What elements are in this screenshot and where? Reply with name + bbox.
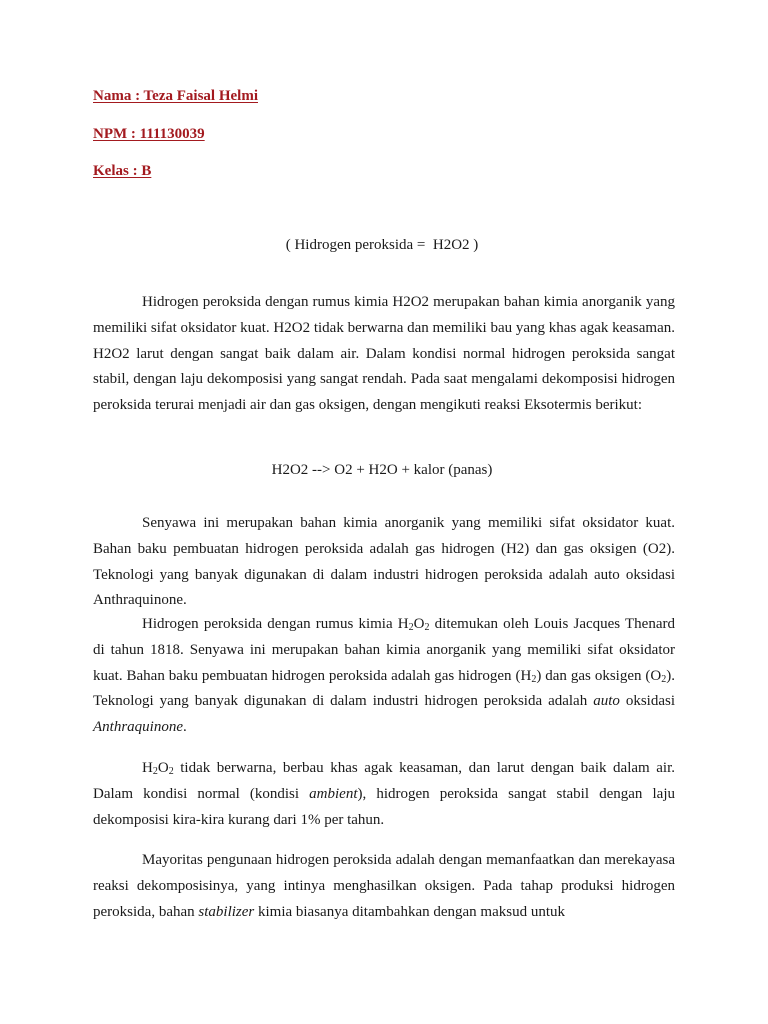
p4-italic-ambient: ambient — [309, 785, 358, 802]
paragraph-3 — [93, 612, 675, 741]
p3-italic-auto: auto — [593, 693, 620, 710]
p4-text-b: O — [157, 760, 169, 776]
p4-subscript: 2 — [152, 766, 158, 777]
p3-subscript: 2 — [424, 622, 430, 633]
p4-text-a: H — [142, 760, 153, 776]
student-class: Kelas : B — [93, 163, 152, 179]
paragraph-2: Senyawa ini merupakan bahan kimia anorganik yang memiliki sifat oksidator kuat. Bahan baku pembuatan hidrogen peroksida adalah gas hidrogen (H2) dan gas oksigen (O2). Teknologi yang banyak digunakan di dalam industri hidrogen peroksida adalah auto oksidasi Anthraquinone. — [93, 515, 675, 609]
paragraph-5 — [93, 848, 675, 925]
p5-italic-stabilizer: stabilizer — [198, 903, 255, 920]
p3-text-f: oksidasi — [619, 693, 675, 710]
p3-subscript: 2 — [408, 622, 414, 633]
p3-text-c: ditemukan oleh Louis Jacques Thenard di tahun 1818. Senyawa ini merupakan bahan kimia anorganik yang memiliki sifat oksidator kuat. Bahan baku pembuatan hidrogen peroksida adalah gas hidrogen (H — [93, 616, 675, 684]
p3-text-b: O — [413, 616, 425, 632]
p5-text-a: Mayoritas pengunaan hidrogen peroksida adalah dengan memanfaatkan dan merekayasa reaksi dekomposisinya, yang intinya menghasilkan oksigen. Pada tahap produksi hidrogen peroksida, bahan — [93, 852, 675, 920]
paragraph-4 — [93, 756, 675, 833]
student-name: Nama : Teza Faisal Helmi — [93, 88, 258, 104]
p4-text-d: ), hidrogen peroksida sangat stabil dengan laju dekomposisi kira-kira kurang dari 1% per tahun. — [93, 785, 675, 828]
p5-text-b: kimia biasanya ditambahkan dengan maksud untuk — [254, 903, 565, 920]
p4-text-c: tidak berwarna, berbau khas agak keasaman, dan larut dengan baik dalam air. Dalam kondisi normal (kondisi — [93, 760, 675, 802]
p4-subscript: 2 — [168, 766, 174, 777]
paragraph-1: Hidrogen peroksida dengan rumus kimia H2O2 merupakan bahan kimia anorganik yang memiliki sifat oksidator kuat. H2O2 tidak berwarna dan memiliki bau yang khas agak keasaman. H2O2 larut dengan sangat baik dalam air. Dalam kondisi normal hidrogen peroksida sangat stabil, dengan laju dekomposisi yang sangat rendah. Pada saat mengalami dekomposisi hidrogen peroksida terurai menjadi air dan gas oksigen, dengan mengikuti reaksi Eksotermis berikut: — [93, 294, 675, 414]
student-npm: NPM : 111130039 — [93, 126, 205, 142]
p3-subscript: 2 — [661, 673, 667, 685]
p3-italic-anthraquinone: Anthraquinone — [93, 719, 183, 736]
p3-text-d: ) dan gas oksigen (O — [536, 667, 662, 684]
p3-text-e: ). Teknologi yang banyak digunakan di dalam industri hidrogen peroksida adalah — [93, 667, 676, 710]
document-title: ( Hidrogen peroksida = H2O2 ) — [285, 237, 479, 253]
p3-text-a: Hidrogen peroksida dengan rumus kimia H — [142, 616, 409, 632]
reaction-equation: H2O2 --> O2 + H2O + kalor (panas) — [271, 462, 493, 478]
p3-text-g: . — [183, 719, 187, 736]
p3-subscript: 2 — [531, 673, 537, 685]
